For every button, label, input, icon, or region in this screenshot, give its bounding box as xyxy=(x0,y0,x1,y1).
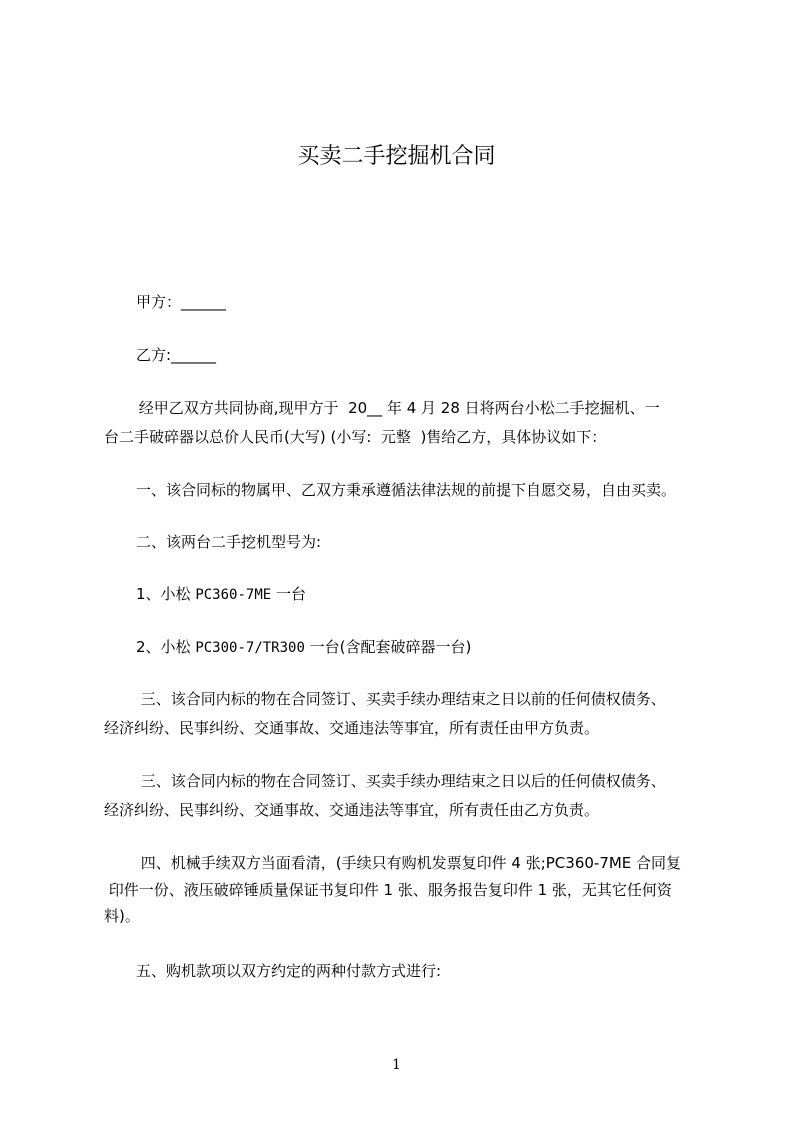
document-title: 买卖二手挖掘机合同 xyxy=(297,144,496,169)
clause-3a-line-2: 经济纠纷、民事纠纷、交通事故、交通违法等事宜，所有责任由甲方负责。 xyxy=(104,719,600,737)
machine-item-2 xyxy=(136,637,471,658)
machine-item-2-prefix: 2、小松 xyxy=(136,638,196,656)
machine-item-2-suffix: 一台(含配套破碎器一台) xyxy=(304,638,472,656)
party-b-line: 乙方:______ xyxy=(136,346,217,364)
clause-3b-line-2: 经济纠纷、民事纠纷、交通事故、交通违法等事宜，所有责任由乙方负责。 xyxy=(104,801,600,819)
machine-item-1-suffix: 一台 xyxy=(271,585,306,603)
clause-5: 五、购机款项以双方约定的两种付款方式进行: xyxy=(136,962,442,980)
intro-line-2: 台二手破碎器以总价人民币(大写) (小写: 元整 )售给乙方，具体协议如下： xyxy=(104,428,607,446)
machine-item-1-prefix: 1、小松 xyxy=(136,585,196,603)
clause-4-line-2: 印件一份、液压破碎锤质量保证书复印件 1 张、服务报告复印件 1 张，无其它任何资 xyxy=(104,881,672,899)
machine-item-1-model: PC360-7ME xyxy=(195,587,272,603)
clause-3a-line-1: 三、该合同内标的物在合同签订、买卖手续办理结束之日以前的任何债权债务、 xyxy=(136,690,666,708)
clause-2: 二、该两台二手挖机型号为: xyxy=(136,533,322,551)
clause-4-line-3: 料)。 xyxy=(104,907,140,925)
intro-line-1: 经甲乙双方共同协商,现甲方于 20__ 年 4 月 28 日将两台小松二手挖掘机、一 xyxy=(134,399,660,417)
party-a-line: 甲方：______ xyxy=(136,293,227,311)
machine-item-2-model: PC300-7/TR300 xyxy=(195,640,305,656)
page-number: 1 xyxy=(392,1057,401,1073)
machine-item-1 xyxy=(136,584,306,605)
clause-3b-line-1: 三、该合同内标的物在合同签订、买卖手续办理结束之日以后的任何债权债务、 xyxy=(136,772,666,790)
clause-1: 一、该合同标的物属甲、乙双方秉承遵循法律法规的前提下自愿交易，自由买卖。 xyxy=(136,481,677,499)
clause-4-line-1: 四、机械手续双方当面看清，(手续只有购机发票复印件 4 张;PC360-7ME 合同复 xyxy=(136,854,682,872)
